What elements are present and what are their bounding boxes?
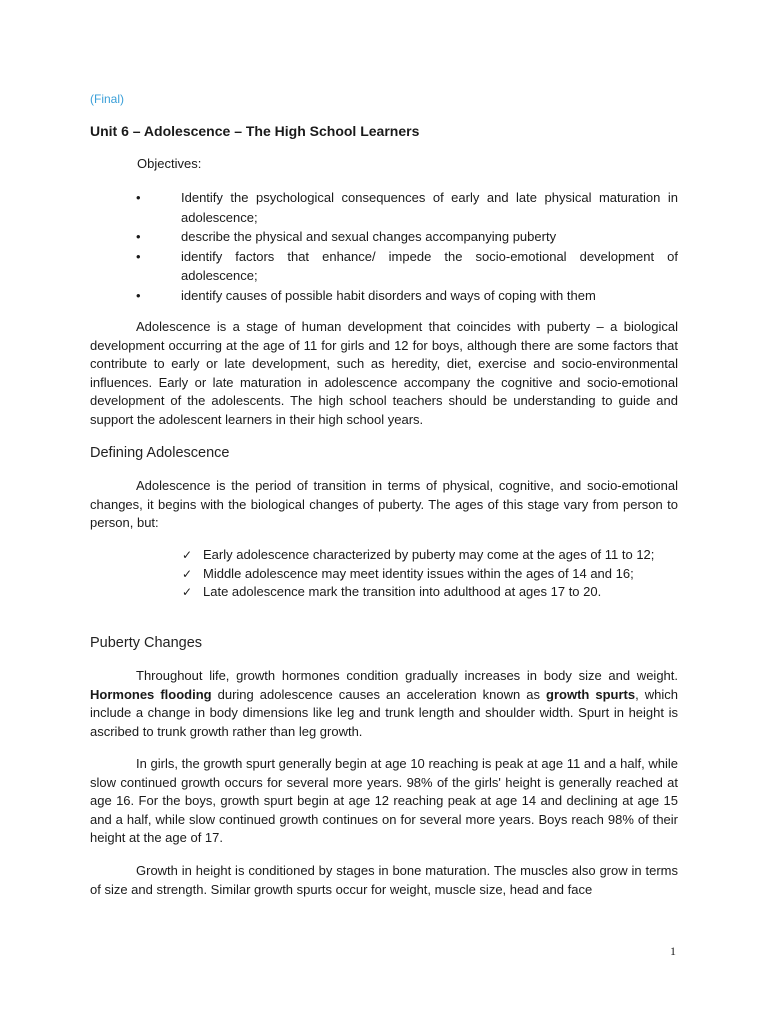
objective-item [90, 188, 678, 227]
objective-text: identify causes of possible habit disorders and ways of coping with them [181, 287, 596, 303]
age-checklist [90, 546, 678, 602]
bullet-icon: • [136, 190, 141, 205]
puberty-p1-text-c: , which include a change in body dimensions like leg and trunk length and shoulder width. Spurt in height is ascribed to trunk growth rather than leg growth. [90, 686, 678, 739]
objective-text: identify factors that enhance/ impede the socio-emotional development of adolescence; [181, 248, 678, 283]
objective-text: describe the physical and sexual changes accompanying puberty [181, 229, 557, 244]
hormones-flooding-term: Hormones flooding [90, 686, 212, 702]
objective-item [90, 227, 678, 247]
unit-title: Unit 6 – Adolescence – The High School Learners [90, 123, 420, 139]
defining-heading: Defining Adolescence [90, 445, 230, 461]
puberty-p1-text-a: Throughout life, growth hormones condition gradually increases in body size and weight. [136, 668, 678, 683]
bullet-icon: • [136, 287, 141, 303]
objective-item [90, 286, 678, 306]
objectives-list [90, 188, 678, 305]
final-tag: (Final) [90, 92, 125, 106]
checklist-item [90, 583, 678, 602]
checklist-item [90, 546, 678, 565]
defining-paragraph: Adolescence is the period of transition in terms of physical, cognitive, and socio-emotional changes, it begins with the biological changes of puberty. The ages of this stage vary from person to person, but: [90, 478, 678, 531]
puberty-paragraph-2: In girls, the growth spurt generally begin at age 10 reaching is peak at age 11 and a half, while slow continued growth occurs for several more years. 98% of the girls' height is generally reached at age 16. For the boys, growth spurt begin at age 12 reaching peak at age 14 and declining at age 15 and a half, while slow continued growth continues on for several more years. Boys reach 98% of their height at the age of 17. [90, 756, 678, 846]
checkmark-icon: ✓ [182, 548, 193, 562]
growth-spurts-term: growth spurts [546, 686, 636, 702]
checklist-text: Early adolescence characterized by puberty may come at the ages of 11 to 12; [203, 547, 655, 562]
puberty-heading: Puberty Changes [90, 635, 203, 651]
checklist-item [90, 565, 678, 584]
objective-item [90, 247, 678, 286]
checkmark-icon: ✓ [182, 585, 193, 600]
objective-text: Identify the psychological consequences of early and late physical maturation in adolescence; [181, 190, 678, 225]
puberty-paragraph-3: Growth in height is conditioned by stages in bone maturation. The muscles also grow in terms of size and strength. Similar growth spurts occur for weight, muscle size, head and face [90, 863, 678, 897]
checklist-text: Late adolescence mark the transition into adulthood at ages 17 to 20. [203, 584, 602, 600]
puberty-p1-text-b: during adolescence causes an acceleration known as [211, 686, 547, 702]
bullet-icon: • [136, 248, 141, 264]
checkmark-icon: ✓ [182, 566, 193, 581]
objectives-label: Objectives: [137, 156, 202, 171]
checklist-text: Middle adolescence may meet identity issues within the ages of 14 and 16; [203, 565, 634, 581]
bullet-icon: • [136, 229, 141, 244]
intro-paragraph: Adolescence is a stage of human development that coincides with puberty – a biological development occurring at the age of 11 for girls and 12 for boys, although there are some factors that contribute to early or late development, such as heredity, diet, exercise and socio-environmental influences. Early or late maturation in adolescence accompany the cognitive and socio-emotional development of the adolescents. The high school teachers should be understanding to guide and support the adolescent learners in their high school years. [90, 319, 678, 427]
page-number: 1 [670, 944, 676, 958]
puberty-paragraph-1 [90, 667, 678, 741]
